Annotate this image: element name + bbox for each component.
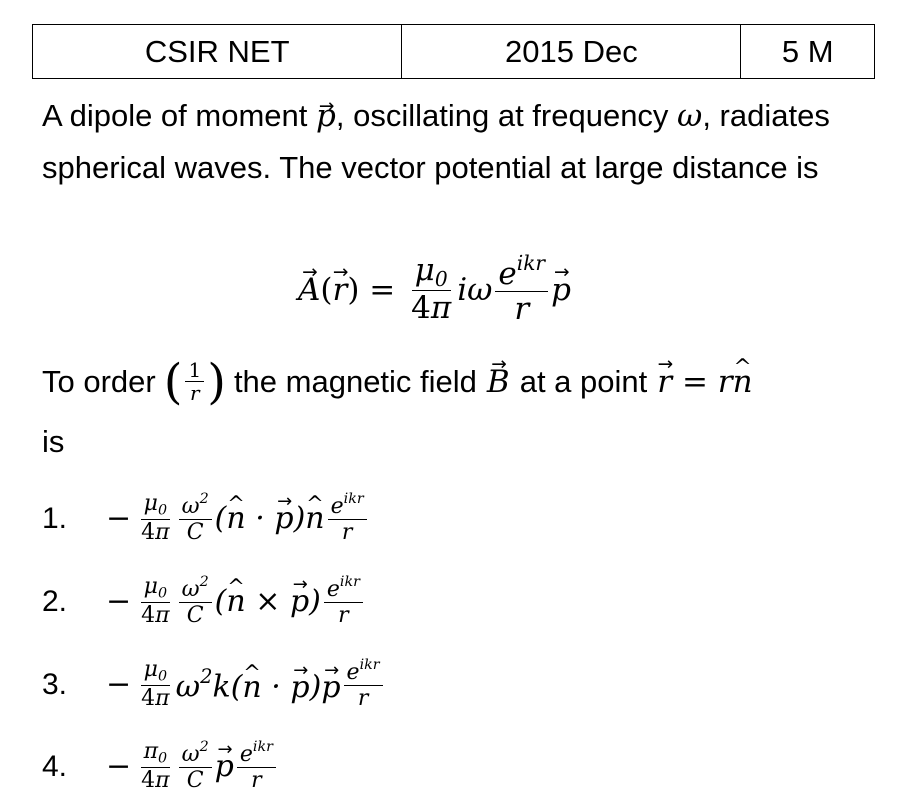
order-prefix: To order (42, 364, 156, 399)
header-table (32, 24, 875, 79)
option-4[interactable]: 4. − $\frac{\pi_0}{4\pi}$ $\frac{\omega^2}{C}$ → p $\frac{e^{ikr}}{r}$ (42, 740, 279, 793)
omega-symbol: ω (677, 98, 703, 134)
intro-text-2: , oscillating at frequency (335, 98, 678, 133)
order-suffix: at a point (519, 364, 648, 399)
option-3-label: 3. (42, 667, 68, 701)
option-1[interactable]: 1. − $\frac{\mu_0}{4\pi}$ $\frac{\omega^2}{C}$ (^ n · → p)^ n $\frac{e^{ikr}}{r}$ (42, 492, 370, 545)
order-tail: is (42, 424, 65, 459)
vector-potential-equation: → A ( → r ) = $\frac{\mu_0}{4\pi}$ iω $\frac{e^{ikr}}{r}$ → p (298, 252, 571, 328)
marks-cell: 5 M (741, 25, 875, 79)
order-statement: To order ( $\frac{1}{r}$ ) the magnetic field → B at a point → r = r^ n (42, 358, 753, 406)
dipole-symbol: → p (316, 91, 336, 142)
exam-cell: CSIR NET (33, 25, 402, 79)
option-2[interactable]: 2. − $\frac{\mu_0}{4\pi}$ $\frac{\omega^2}{C}$ (^ n × → p) $\frac{e^{ikr}}{r}$ (42, 575, 366, 628)
option-1-label: 1. (42, 501, 68, 535)
option-4-label: 4. (42, 749, 68, 783)
option-3[interactable]: 3. − $\frac{\mu_0}{4\pi}$ $\omega^2k(\^{}$ n · → p)→ p $\frac{e^{ikr}}{r}$ (42, 658, 386, 711)
session-cell: 2015 Dec (402, 25, 741, 79)
intro-text-3: , radiates spherical waves. The vector potential at large distance is (42, 98, 830, 185)
order-middle: the magnetic field (233, 364, 477, 399)
intro-text-1: A dipole of moment (42, 98, 316, 133)
option-2-label: 2. (42, 584, 68, 618)
question-intro (42, 90, 872, 193)
